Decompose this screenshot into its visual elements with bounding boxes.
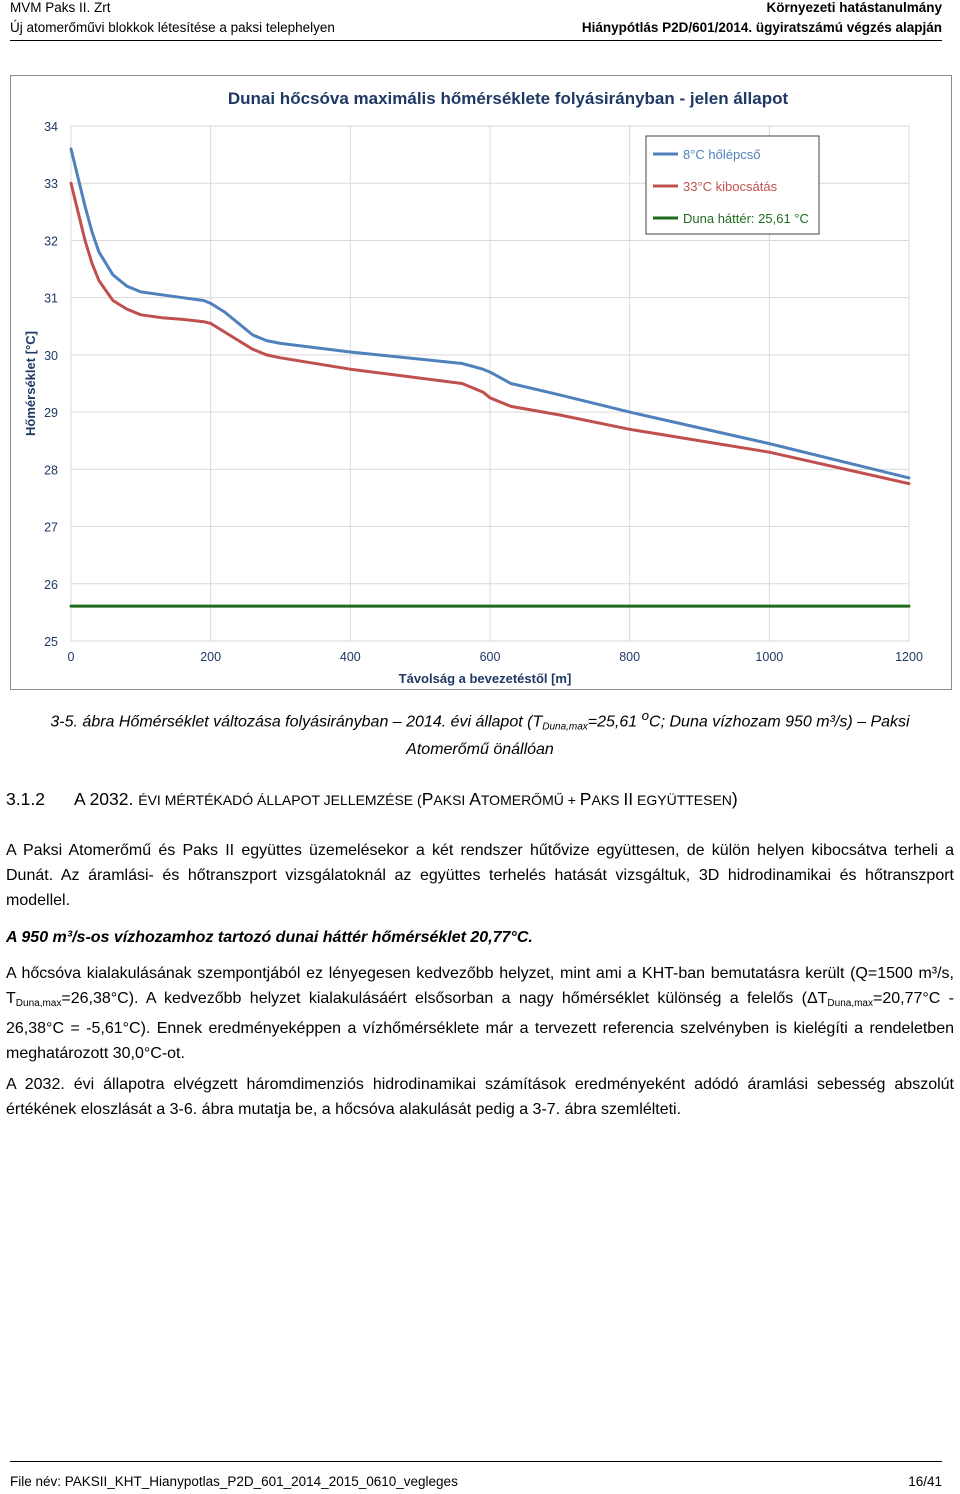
header-company: MVM Paks II. Zrt [10, 0, 111, 15]
caption-sup: o [641, 708, 650, 723]
temperature-chart [10, 75, 952, 690]
section-heading [6, 789, 738, 810]
header-doc-ref: Hiánypótlás P2D/601/2014. ügyiratszámú végzés alapján [581, 20, 942, 35]
chart-title: Dunai hőcsóva maximális hőmérséklete folyásirányban - jelen állapot [227, 89, 789, 108]
caption-sub: Duna,max [542, 721, 588, 733]
x-tick-label: 1200 [895, 650, 923, 664]
section-title-c: P [421, 789, 434, 809]
section-title-h: AKS [591, 792, 624, 808]
header-doc-type: Környezeti hatástanulmány [766, 0, 942, 15]
section-title-d: AKSI [433, 792, 470, 808]
x-tick-label: 1000 [755, 650, 784, 664]
x-tick-label: 400 [339, 650, 361, 664]
p3-sub-1: Duna,max [15, 998, 62, 1009]
section-title-e: A [469, 789, 481, 809]
y-tick-label: 27 [44, 520, 58, 535]
figure-caption [20, 704, 940, 761]
section-title-i: II [623, 789, 634, 809]
caption-text-3: C; Duna vízhozam 950 m³/s) – Paksi Atomerőmű önállóan [406, 713, 910, 759]
x-tick-label: 200 [200, 650, 222, 664]
x-tick-label: 600 [479, 650, 501, 664]
p3-text-c: =20,77°C - 26,38°C = -5,61°C). Ennek eredményeképpen a vízhőmérséklete már a tervezett referencia szelvényben is kielégíti a rendeletben meghatározott 30,0°C-ot. [6, 990, 955, 1062]
p3-sub-2: Duna,max [827, 998, 873, 1009]
y-tick-label: 33 [44, 177, 58, 192]
section-title-g: P [579, 789, 592, 809]
legend-label-1: 8°C hőlépcső [683, 147, 761, 162]
x-tick-label: 0 [67, 650, 75, 664]
caption-text-2: =25,61 [587, 713, 642, 731]
legend-label-3: Duna háttér: 25,61 °C [683, 211, 809, 226]
page-header [10, 0, 942, 41]
section-title-a: A 2032. [74, 789, 139, 809]
page-footer [10, 1461, 942, 1494]
paragraph-1: A Paksi Atomerőmű és Paks II együttes üzemelésekor a két rendszer hűtővize együttesen, de külön helyen kibocsátva terheli a Dunát. Az áramlási- és hőtranszport vizsgálatoknál az együttes terhelés hatását vizsgáltuk, 3D hidrodinamikai és hőtranszport modellel. [6, 842, 954, 909]
x-axis-label: Távolság a bevezetéstől [m] [398, 671, 572, 686]
header-project: Új atomerőművi blokkok létesítése a paksi telephelyen [10, 20, 335, 35]
legend-label-2: 33°C kibocsátás [683, 179, 778, 194]
p3-text-a: A hőcsóva kialakulásának szempontjából ez lényegesen kedvezőbb helyzet, mint ami a KHT-ban bemutatásra került (Q=1500 m³/s, T [6, 965, 954, 1007]
y-tick-label: 30 [44, 348, 58, 363]
y-tick-label: 32 [44, 234, 58, 249]
y-tick-label: 28 [44, 463, 58, 478]
y-tick-label: 26 [44, 577, 58, 592]
section-title-f: TOMERŐMŰ + [480, 792, 580, 808]
y-tick-label: 29 [44, 406, 58, 421]
chart-svg [11, 76, 951, 689]
caption-text-1: 3-5. ábra Hőmérséklet változása folyásirányban – 2014. évi állapot (T [50, 713, 543, 731]
p3-text-b: =26,38°C). A kedvezőbb helyzet kialakulásáért elsősorban a nagy hőmérséklet különség a felelős (ΔT [61, 990, 828, 1007]
paragraph-2-highlight: A 950 m³/s-os vízhozamhoz tartozó dunai háttér hőmérséklet 20,77°C. [6, 929, 533, 946]
paragraph-4: A 2032. évi állapotra elvégzett háromdimenziós hidrodinamikai számítások eredményeként adódó áramlási sebesség abszolút értékének eloszlását a 3-6. ábra mutatja be, a hőcsóva alakulását pedig a 3-7. ábra szemlélteti. [6, 1076, 954, 1118]
section-title-k: ) [731, 789, 738, 809]
section-title-b: ÉVI MÉRTÉKADÓ ÁLLAPOT JELLEMZÉSE ( [138, 792, 422, 808]
section-title-j: EGYÜTTESEN [633, 792, 732, 808]
section-number: 3.1.2 [6, 789, 45, 809]
footer-page-number: 16/41 [908, 1474, 942, 1489]
y-tick-label: 31 [44, 291, 58, 306]
y-tick-label: 34 [44, 120, 58, 134]
footer-filename: File név: PAKSII_KHT_Hianypotlas_P2D_601_2014_2015_0610_vegleges [10, 1474, 458, 1489]
paragraph-3 [6, 961, 954, 1066]
y-axis-label: Hőmérséklet [°C] [23, 331, 38, 436]
x-tick-label: 800 [619, 650, 641, 664]
y-tick-label: 25 [44, 635, 58, 649]
